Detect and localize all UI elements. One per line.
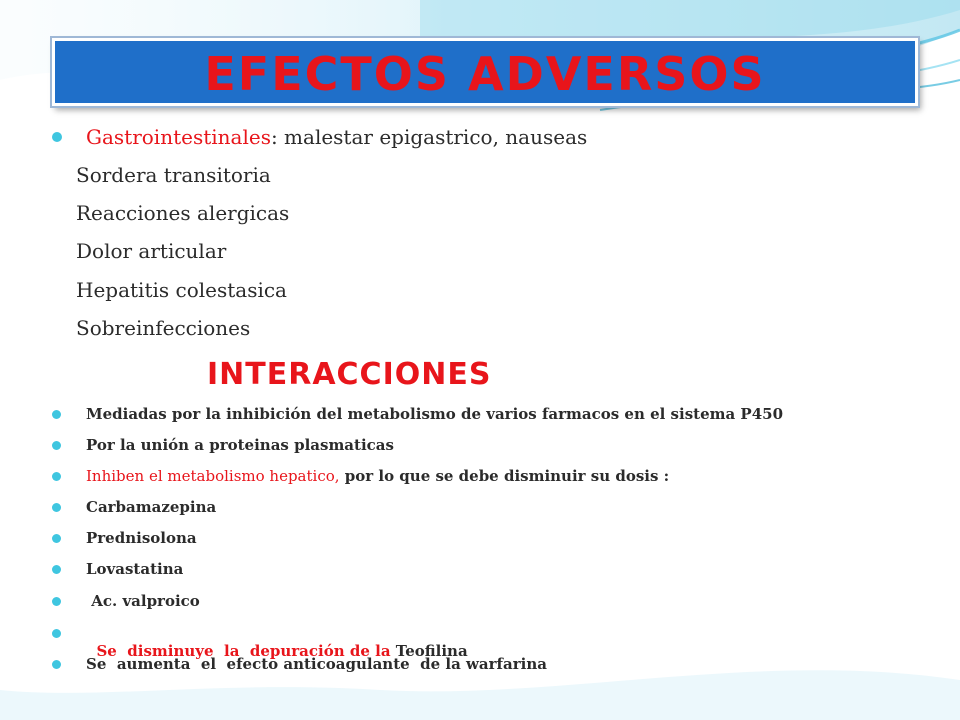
gastro-label: Gastrointestinales — [86, 125, 271, 149]
bullet-icon — [52, 534, 61, 543]
bullet-icon — [52, 597, 61, 606]
bullet-icon — [52, 410, 61, 419]
bullet-icon — [52, 629, 61, 638]
interaction-rest-text: por lo que se debe disminuir su dosis : — [339, 467, 670, 485]
bullet-icon — [52, 660, 61, 669]
adverse-effect-gastro — [86, 125, 587, 149]
interaction-rest-text: Teofilina — [395, 642, 468, 660]
interaction-red-text: Se disminuye la depuración de la — [96, 642, 396, 660]
drug-item: Ac. valproico — [86, 592, 200, 610]
interactions-heading: INTERACCIONES — [207, 357, 492, 392]
slide-title: EFECTOS ADVERSOS — [204, 47, 766, 101]
adverse-effect-item: Dolor articular — [76, 239, 227, 263]
drug-item: Carbamazepina — [86, 498, 217, 516]
interaction-red-text: Inhiben el metabolismo hepatico, — [86, 467, 340, 485]
interaction-line: Se aumenta el efecto anticoagulante de la warfarina — [86, 655, 547, 673]
interaction-line: Por la unión a proteinas plasmaticas — [86, 436, 394, 454]
bullet-icon — [52, 132, 62, 142]
bullet-icon — [52, 441, 61, 450]
adverse-effect-item: Sordera transitoria — [76, 163, 271, 187]
interaction-line — [86, 467, 669, 485]
bullet-icon — [52, 503, 61, 512]
bullet-icon — [52, 472, 61, 481]
title-banner — [52, 38, 918, 106]
drug-item: Lovastatina — [86, 560, 184, 578]
adverse-effect-item: Sobreinfecciones — [76, 316, 251, 340]
interaction-line: Mediadas por la inhibición del metabolismo de varios farmacos en el sistema P450 — [86, 405, 784, 423]
drug-item: Prednisolona — [86, 529, 197, 547]
bullet-icon — [52, 565, 61, 574]
adverse-effect-item: Hepatitis colestasica — [76, 278, 287, 302]
gastro-rest: : malestar epigastrico, nauseas — [270, 125, 588, 149]
adverse-effect-item: Reacciones alergicas — [76, 201, 290, 225]
